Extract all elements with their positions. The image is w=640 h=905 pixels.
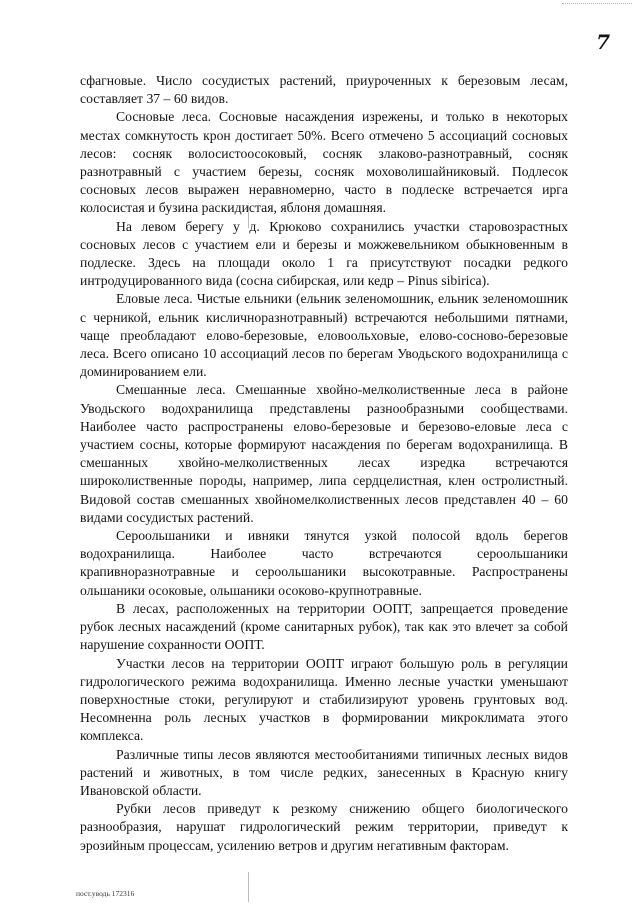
page-number: 7	[596, 30, 610, 54]
document-body	[80, 72, 568, 855]
paragraph-hydrology: Участки лесов на территории ООПТ играют большую роль в регуляции гидрологического режима водохранилища. Именно лесные участки уменьшают поверхностные стоки, регулируют и стабилизируют уровень грунтовых вод. Несомненна роль лесных участков в формировании микроклимата этого комплекса.	[80, 655, 568, 744]
paragraph-birch-continuation: сфагновые. Число сосудистых растений, приуроченных к березовым лесам, составляет 37 – 60 видов.	[80, 73, 568, 107]
paragraph-pine-forests: Сосновые леса. Сосновые насаждения изрежены, и только в некоторых местах сомкнутость крон достигает 50%. Всего отмечено 5 ассоциаций сосновых лесов: сосняк волосистоосоковый, сосняк злаково-разнотравный, сосняк разнотравный с участием березы, сосняк моховолишайниковый. Подлесок сосновых лесов выражен неравномерно, часто в подлеске встречается ирга колосистая и бузина раскидистая, яблоня домашняя.	[80, 109, 568, 216]
paragraph-alder-willow: Сероольшаники и ивняки тянутся узкой полосой вдоль берегов водохранилища. Наиболее часто встречаются сероольшаники крапивноразнотравные и сероольшаники высокотравные. Распространены ольшаники осоковые, ольшаники осоково-крупнотравные.	[80, 528, 568, 598]
margin-mark-top	[248, 206, 249, 228]
paragraph-spruce-forests: Еловые леса. Чистые ельники (ельник зеленомошник, ельник зеленомошник с черникой, ельник кисличноразнотравный) встречаются небольшими пятнами, чаще преобладают елово-березовые, еловоольховые, елово-сосново-березовые леса. Всего описано 10 ассоциаций лесов по берегам Уводьского водохранилища с доминированием ели.	[80, 291, 568, 380]
paragraph-logging-consequences: Рубки лесов приведут к резкому снижению общего биологического разнообразия, нарушат гидрологический режим территории, приведут к эрозийным процессам, усилению ветров и другим негативным факторам.	[80, 801, 568, 853]
footer-stamp: пост.уводь 172316	[76, 889, 135, 898]
margin-mark-bottom	[248, 872, 249, 902]
scan-mark	[562, 3, 632, 8]
paragraph-logging-ban: В лесах, расположенных на территории ООПТ, запрещается проведение рубок лесных насаждений (кроме санитарных рубок), так как это влечет за собой нарушение сохранности ООПТ.	[80, 600, 568, 653]
paragraph-mixed-forests: Смешанные леса. Смешанные хвойно-мелколиственные леса в районе Уводьского водохранилища представлены разнообразными сообществами. Наиболее часто распространены елово-березовые и березово-еловые леса с участием сосны, которые формируют насаждения по берегам водохранилища. В смешанных хвойно-мелколиственных лесах изредка встречаются широколиственные породы, например, липа сердцелистная, клен остролистный. Видовой состав смешанных хвойномелколиственных лесов представлен 40 – 60 видами сосудистых растений.	[80, 382, 568, 525]
paragraph-habitats: Различные типы лесов являются местообитаниями типичных лесных видов растений и животных, в том числе редких, занесенных в Красную книгу Ивановской области.	[80, 746, 568, 798]
paragraph-kryukovo: На левом берегу у д. Крюково сохранились участки старовозрастных сосновых лесов с участием ели и березы и можжевельником обыкновенным в подлеске. Здесь на площади около 1 га присутствуют посадки редкого интродуцированного вида (сосна сибирская, или кедр – Pinus sibirica).	[80, 218, 568, 289]
